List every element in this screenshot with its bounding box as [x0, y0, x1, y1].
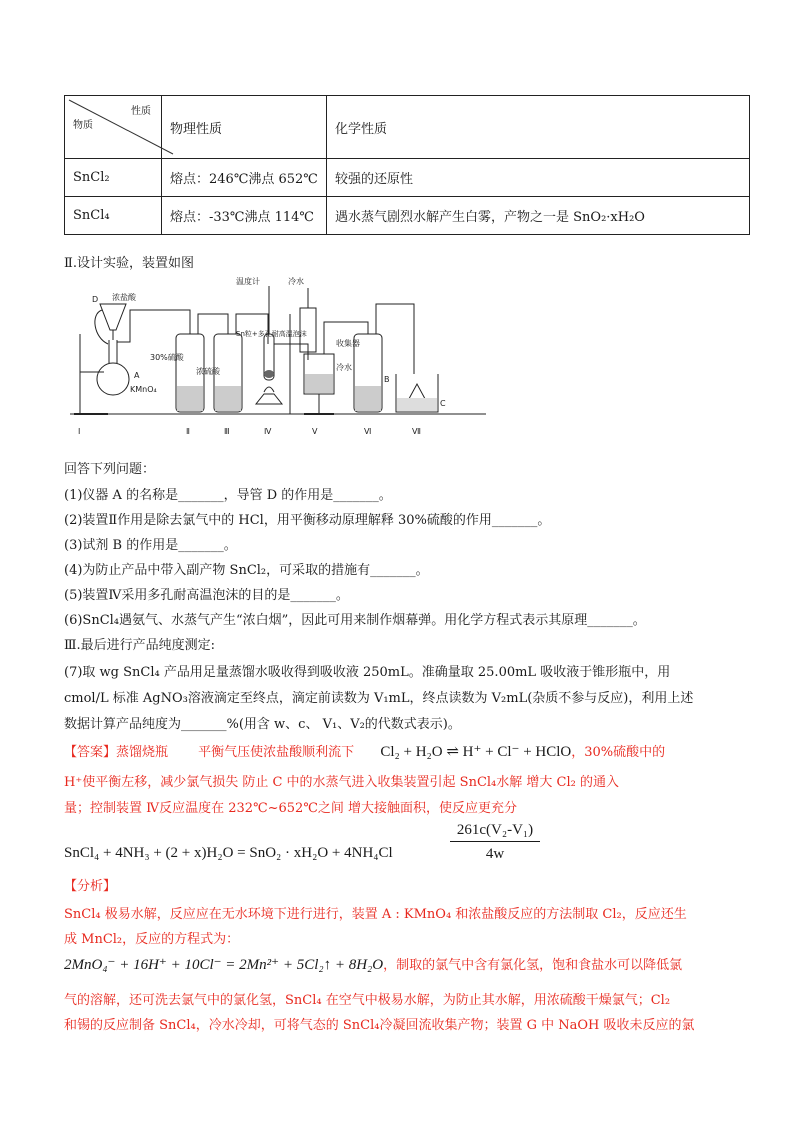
roman-label: Ⅱ — [186, 427, 190, 436]
diagonal-header-cell — [65, 96, 162, 159]
questions-intro: 回答下列问题： — [64, 462, 156, 477]
question-2: (2)装置Ⅱ作用是除去氯气中的 HCl，用平衡移动原理解释 30%硫酸的作用_______。 — [64, 513, 551, 528]
label-d: D — [92, 295, 99, 304]
equation-kmno4-hcl: 2MnO₄⁻ + 16H⁺ + 10Cl⁻ = 2Mn²⁺ + 5Cl₂↑ + 8H₂O — [64, 957, 384, 973]
answer-line-2: H⁺使平衡左移，减少氯气损失 防止 C 中的水蒸气进入收集装置引起 SnCl₄水解 增大 Cl₂ 的通入 — [64, 775, 619, 790]
question-7-line-2: cmol/L 标准 AgNO₃溶液滴定至终点，滴定前读数为 V₁mL，终点读数为 V₂mL(杂质不参与反应)，利用上述 — [64, 691, 694, 706]
answer-line-1 — [64, 741, 665, 761]
header-property: 性质 — [131, 106, 151, 117]
label-collector: 收集器 — [336, 339, 360, 348]
question-3: (3)试剂 B 的作用是_______。 — [64, 538, 237, 553]
label-sn-foam: Sn粒+多孔耐高温泡沫 — [236, 330, 307, 338]
roman-label: Ⅶ — [412, 427, 421, 436]
question-6: (6)SnCl₄遇氨气、水蒸气产生“浓白烟”，因此可用来制作烟幕弹。用化学方程式表示其原理_______。 — [64, 613, 646, 628]
analysis-line-1: SnCl₄ 极易水解，反应应在无水环境下进行进行，装置 A : KMnO₄ 和浓盐酸反应的方法制取 Cl₂，反应还生 — [64, 907, 687, 922]
analysis-line-5: 和锡的反应制备 SnCl₄，冷水冷却，可将气态的 SnCl₄冷凝回流收集产物；装置 G 中 NaOH 吸收未反应的氯 — [64, 1018, 695, 1033]
roman-label: Ⅴ — [312, 427, 318, 436]
analysis-line-3 — [64, 954, 682, 974]
label-h2so4-30: 30%硫酸 — [150, 353, 184, 362]
question-1: (1)仪器 A 的名称是_______，导管 D 的作用是_______。 — [64, 488, 392, 503]
purity-fraction — [450, 822, 540, 863]
header-substance: 物质 — [73, 120, 93, 131]
analysis-line-2: 成 MnCl₂，反应的方程式为： — [64, 932, 240, 947]
analysis-tag: 【分析】 — [64, 879, 117, 894]
header-chemical: 化学性质 — [327, 96, 750, 159]
chemical-property: 较强的还原性 — [327, 159, 750, 197]
equation-chlorine-water: Cl₂ + H₂O ⇌ H⁺ + Cl⁻ + HClO — [380, 744, 572, 760]
question-7-line-3: 数据计算产品纯度为_______%(用含 w、c、 V₁、V₂的代数式表示)。 — [64, 717, 461, 732]
label-cold-water: 冷水 — [336, 363, 352, 372]
table-row — [65, 159, 750, 197]
label-c: C — [440, 399, 446, 408]
equation-sncl4-nh3: SnCl₄ + 4NH₃ + (2 + x)H₂O = SnO₂ · xH₂O + 4NH₄Cl — [64, 845, 393, 861]
answer-2: 平衡气压使浓盐酸顺利流下 — [198, 745, 355, 760]
question-7-line-1: (7)取 wg SnCl₄ 产品用足量蒸馏水吸收得到吸收液 250mL。准确量取 25.00mL 吸收液于锥形瓶中，用 — [64, 665, 671, 680]
section-3-title: Ⅲ.最后进行产品纯度测定: — [64, 638, 216, 653]
label-cold-water-top: 冷水 — [288, 277, 304, 286]
physical-property: 熔点：246℃沸点 652℃ — [162, 159, 327, 197]
section-2-title: Ⅱ.设计实验，装置如图 — [64, 256, 194, 271]
roman-label: Ⅵ — [364, 427, 372, 436]
analysis-line-3-tail: ，制取的氯气中含有氯化氢，饱和食盐水可以降低氯 — [383, 958, 683, 973]
roman-label: Ⅳ — [264, 427, 272, 436]
roman-label: Ⅰ — [78, 427, 81, 436]
answer-3-tail: ，30%硫酸中的 — [571, 745, 666, 760]
answer-tag: 【答案】 — [64, 745, 117, 760]
physical-property: 熔点：-33℃沸点 114℃ — [162, 197, 327, 235]
table-row — [65, 197, 750, 235]
analysis-line-4: 气的溶解，还可洗去氯气中的氯化氢，SnCl₄ 在空气中极易水解，为防止其水解，用浓硫酸干燥氯气；Cl₂ — [64, 993, 671, 1008]
fraction-numerator: 261c(V₂-V₁) — [450, 822, 540, 842]
label-thermometer: 温度计 — [236, 277, 260, 286]
label-a: A — [134, 371, 140, 380]
answer-1: 蒸馏烧瓶 — [116, 745, 169, 760]
substance-name: SnCl₂ — [65, 159, 162, 197]
substance-name: SnCl₄ — [65, 197, 162, 235]
label-conc-hcl: 浓盐酸 — [112, 293, 136, 302]
roman-label: Ⅲ — [224, 427, 230, 436]
label-conc-h2so4: 浓硫酸 — [196, 367, 220, 376]
answer-line-3: 量；控制装置 Ⅳ反应温度在 232℃~652℃之间 增大接触面积，使反应更充分 — [64, 801, 517, 816]
header-physical: 物理性质 — [162, 96, 327, 159]
question-5: (5)装置Ⅳ采用多孔耐高温泡沫的目的是_______。 — [64, 588, 349, 603]
apparatus-diagram — [68, 274, 488, 442]
label-kmno4: KMnO₄ — [130, 385, 157, 394]
label-b: B — [384, 375, 390, 384]
properties-table — [64, 95, 750, 235]
question-4: (4)为防止产品中带入副产物 SnCl₂，可采取的措施有_______。 — [64, 563, 429, 578]
fraction-denominator: 4w — [485, 846, 505, 862]
chemical-property: 遇水蒸气剧烈水解产生白雾，产物之一是 SnO₂·xH₂O — [327, 197, 750, 235]
